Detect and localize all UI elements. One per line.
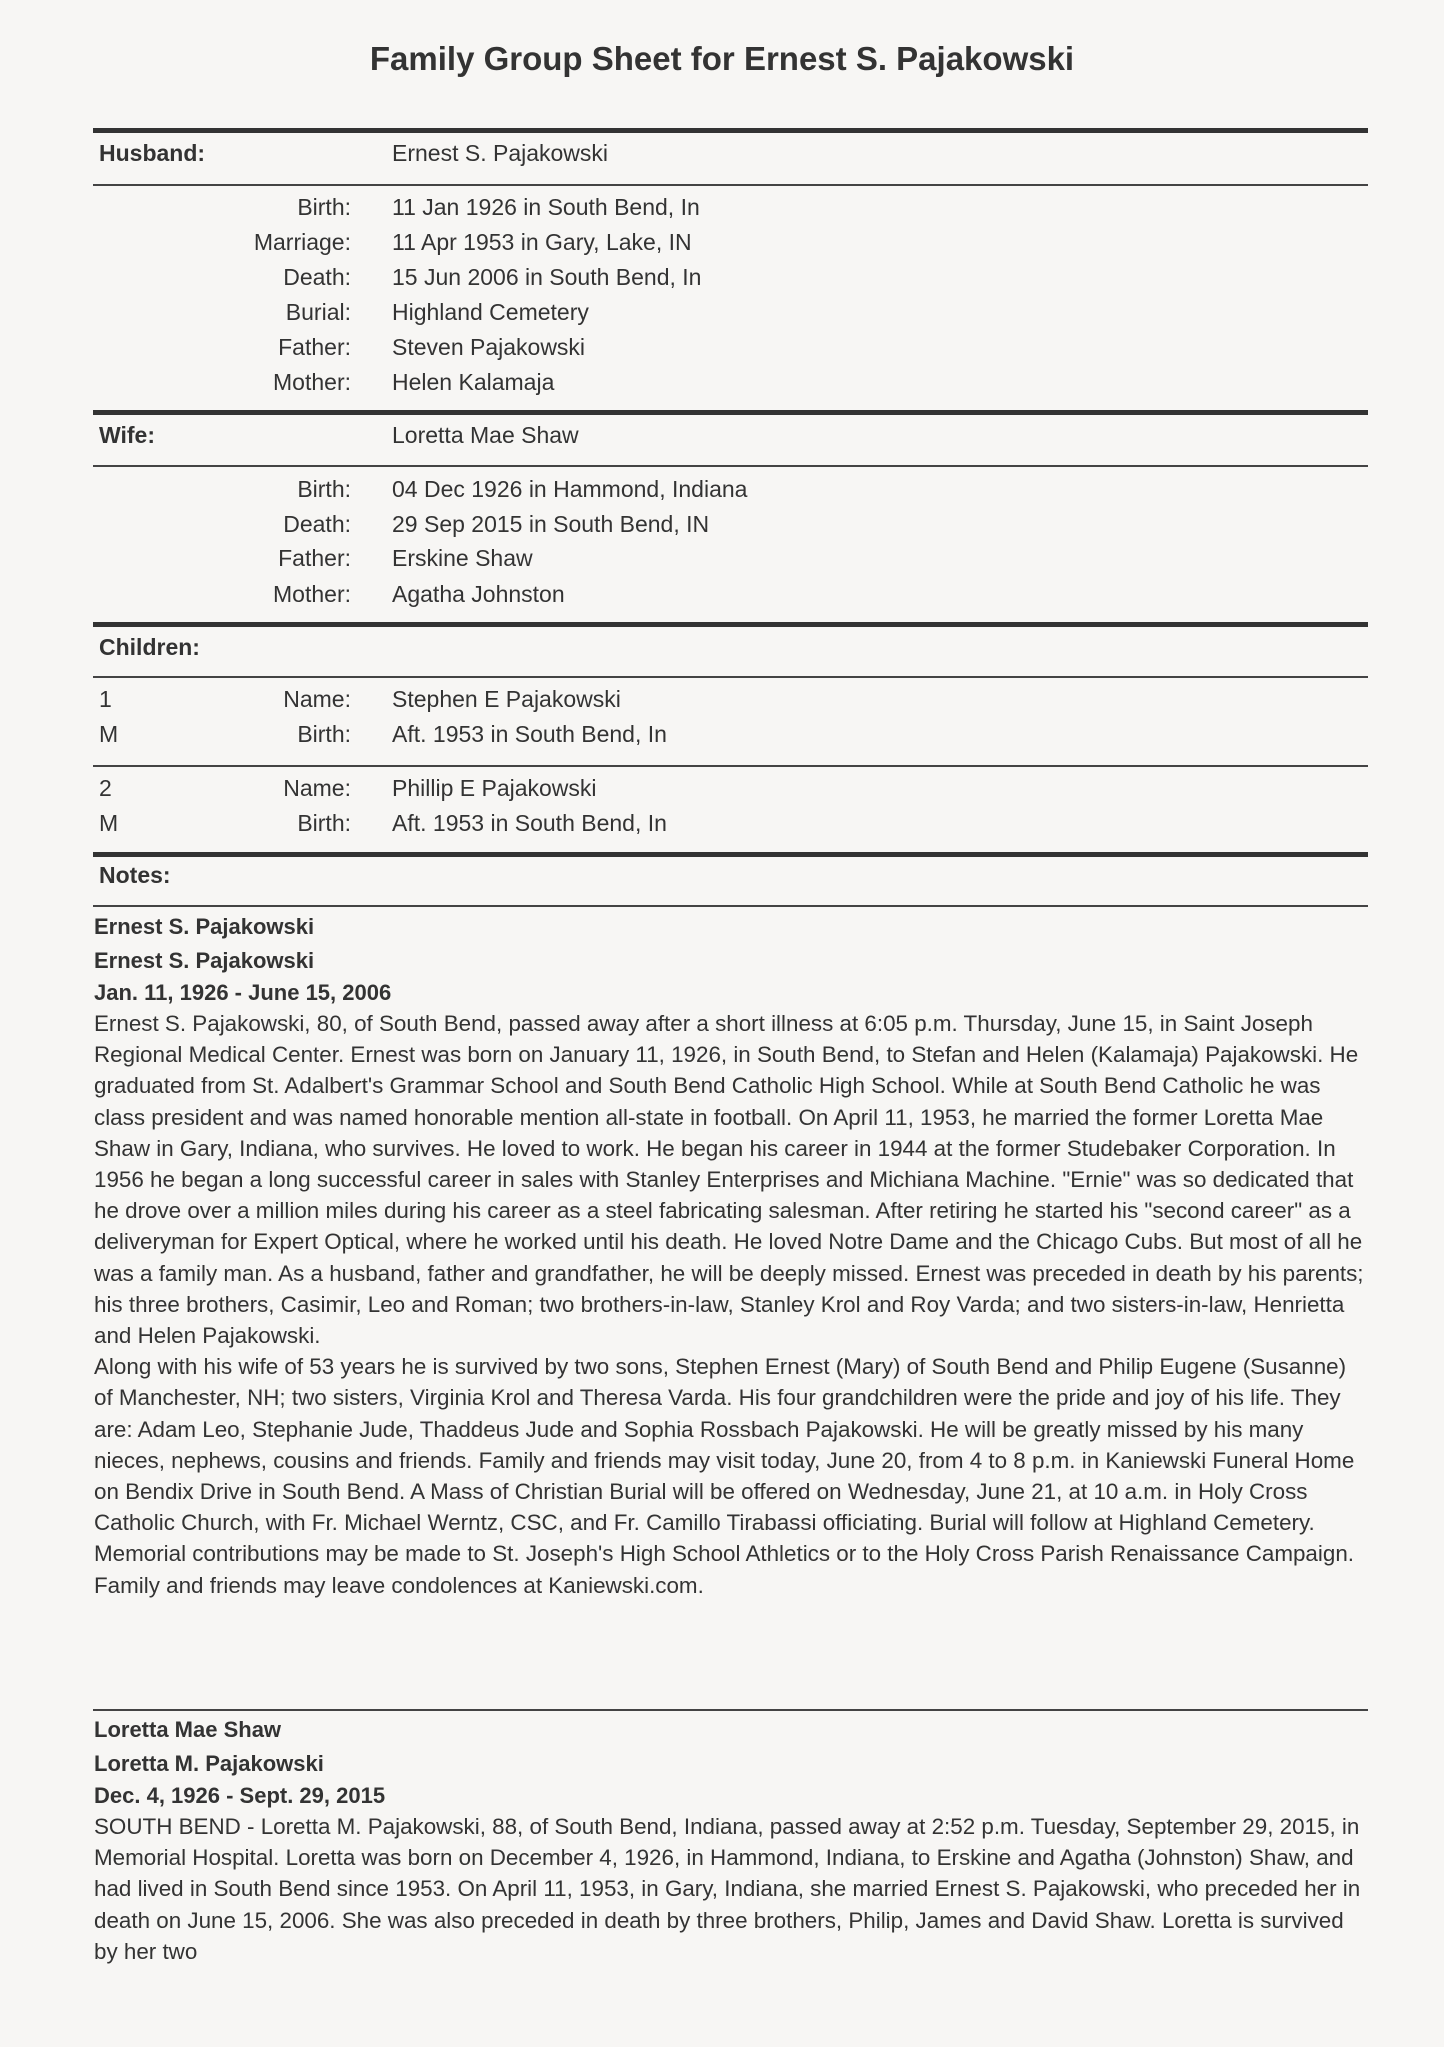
- obituary-text: [94, 1008, 1370, 1601]
- husband-marriage-value: 11 Apr 1953 in Gary, Lake, IN: [392, 229, 692, 255]
- husband-birth-value: 11 Jan 1926 in South Bend, In: [392, 194, 700, 220]
- child-name-label: Name:: [283, 775, 351, 801]
- wife-father-value: Erskine Shaw: [392, 545, 533, 571]
- husband-marriage-label: Marriage:: [253, 229, 351, 255]
- divider: [93, 465, 1368, 467]
- section-divider: [93, 852, 1368, 857]
- husband-father-label: Father:: [278, 334, 351, 360]
- child-birth: Aft. 1953 in South Bend, In: [392, 721, 667, 747]
- wife-birth-value: 04 Dec 1926 in Hammond, Indiana: [392, 476, 748, 502]
- note-heading: Loretta Mae Shaw: [94, 1717, 282, 1742]
- husband-mother-label: Mother:: [273, 369, 351, 395]
- child-sex: M: [99, 810, 119, 836]
- wife-father-label: Father:: [278, 545, 351, 571]
- wife-death-value: 29 Sep 2015 in South Bend, IN: [392, 511, 710, 537]
- child-birth-label: Birth:: [297, 810, 351, 836]
- section-divider: [93, 128, 1368, 133]
- divider: [93, 676, 1368, 678]
- note-dates: Jan. 11, 1926 - June 15, 2006: [94, 980, 392, 1005]
- note-dates: Dec. 4, 1926 - Sept. 29, 2015: [94, 1783, 386, 1808]
- wife-mother-value: Agatha Johnston: [392, 581, 565, 607]
- child-number: 1: [99, 686, 112, 712]
- child-sex: M: [99, 721, 119, 747]
- husband-name: Ernest S. Pajakowski: [392, 140, 609, 166]
- husband-death-value: 15 Jun 2006 in South Bend, In: [392, 264, 702, 290]
- obituary-paragraph: Along with his wife of 53 years he is survived by two sons, Stephen Ernest (Mary) of South Bend and Philip Eugene (Susanne) of Manchester, NH; two sisters, Virginia Krol and Theresa Varda. His four grandchildren were the pride and joy of his life. They are: Adam Leo, Stephanie Jude, Thaddeus Jude and Sophia Rossbach Pajakowski. He will be greatly missed by his many nieces, nephews, cousins and friends. Family and friends may visit today, June 20, from 4 to 8 p.m. in Kaniewski Funeral Home on Bendix Drive in South Bend. A Mass of Christian Burial will be offered on Wednesday, June 21, at 10 a.m. in Holy Cross Catholic Church, with Fr. Michael Werntz, CSC, and Fr. Camillo Tirabassi officiating. Burial will follow at Highland Cemetery. Memorial contributions may be made to St. Joseph's High School Athletics or to the Holy Cross Parish Renaissance Campaign. Family and friends may leave condolences at Kaniewski.com.: [94, 1354, 1355, 1598]
- husband-burial-label: Burial:: [285, 299, 351, 325]
- child-name: Stephen E Pajakowski: [392, 686, 621, 712]
- wife-death-label: Death:: [283, 511, 351, 537]
- note-heading: Ernest S. Pajakowski: [94, 914, 315, 939]
- wife-birth-label: Birth:: [297, 476, 351, 502]
- wife-label: Wife:: [99, 422, 156, 448]
- child-name: Phillip E Pajakowski: [392, 775, 597, 801]
- obituary-text: [94, 1811, 1370, 1967]
- obituary-paragraph: Ernest S. Pajakowski, 80, of South Bend, passed away after a short illness at 6:05 p.m. Thursday, June 15, in Saint Joseph Regional Medical Center. Ernest was born on January 11, 1926, in South Bend, to Stefan and Helen (Kalamaja) Pajakowski. He graduated from St. Adalbert's Grammar School and South Bend Catholic High School. While at South Bend Catholic he was class president and was named honorable mention all-state in football. On April 11, 1953, he married the former Loretta Mae Shaw in Gary, Indiana, who survives. He loved to work. He began his career in 1944 at the former Studebaker Corporation. In 1956 he began a long successful career in sales with Stanley Enterprises and Michiana Machine. "Ernie" was so dedicated that he drove over a million miles during his career as a steel fabricating salesman. After retiring he started his "second career" as a deliveryman for Expert Optical, where he worked until his death. He loved Notre Dame and the Chicago Cubs. But most of all he was a family man. As a husband, father and grandfather, he will be deeply missed. Ernest was preceded in death by his parents; his three brothers, Casimir, Leo and Roman; two brothers-in-law, Stanley Krol and Roy Varda; and two sisters-in-law, Henrietta and Helen Pajakowski.: [94, 1011, 1364, 1349]
- child-birth-label: Birth:: [297, 721, 351, 747]
- note-heading: Ernest S. Pajakowski: [94, 948, 315, 973]
- husband-mother-value: Helen Kalamaja: [392, 369, 555, 395]
- husband-burial-value: Highland Cemetery: [392, 299, 589, 325]
- section-divider: [93, 622, 1368, 627]
- divider: [93, 905, 1368, 907]
- husband-birth-label: Birth:: [297, 194, 351, 220]
- husband-death-label: Death:: [283, 264, 351, 290]
- divider: [93, 765, 1368, 767]
- section-divider: [93, 410, 1368, 415]
- husband-label: Husband:: [99, 140, 206, 166]
- notes-label: Notes:: [99, 862, 171, 888]
- child-birth: Aft. 1953 in South Bend, In: [392, 810, 667, 836]
- children-label: Children:: [99, 634, 200, 660]
- wife-name: Loretta Mae Shaw: [392, 422, 579, 448]
- child-number: 2: [99, 775, 112, 801]
- divider: [93, 1709, 1368, 1711]
- child-name-label: Name:: [283, 686, 351, 712]
- page-title: Family Group Sheet for Ernest S. Pajakowski: [369, 40, 1075, 77]
- note-heading: Loretta M. Pajakowski: [94, 1751, 324, 1776]
- husband-father-value: Steven Pajakowski: [392, 334, 586, 360]
- wife-mother-label: Mother:: [273, 581, 351, 607]
- divider: [93, 184, 1368, 186]
- obituary-paragraph: SOUTH BEND - Loretta M. Pajakowski, 88, of South Bend, Indiana, passed away at 2:52 p.m. Tuesday, September 29, 2015, in Memorial Hospital. Loretta was born on December 4, 1926, in Hammond, Indiana, to Erskine and Agatha (Johnston) Shaw, and had lived in South Bend since 1953. On April 11, 1953, in Gary, Indiana, she married Ernest S. Pajakowski, who preceded her in death on June 15, 2006. She was also preceded in death by three brothers, Philip, James and David Shaw. Loretta is survived by her two: [94, 1814, 1361, 1964]
